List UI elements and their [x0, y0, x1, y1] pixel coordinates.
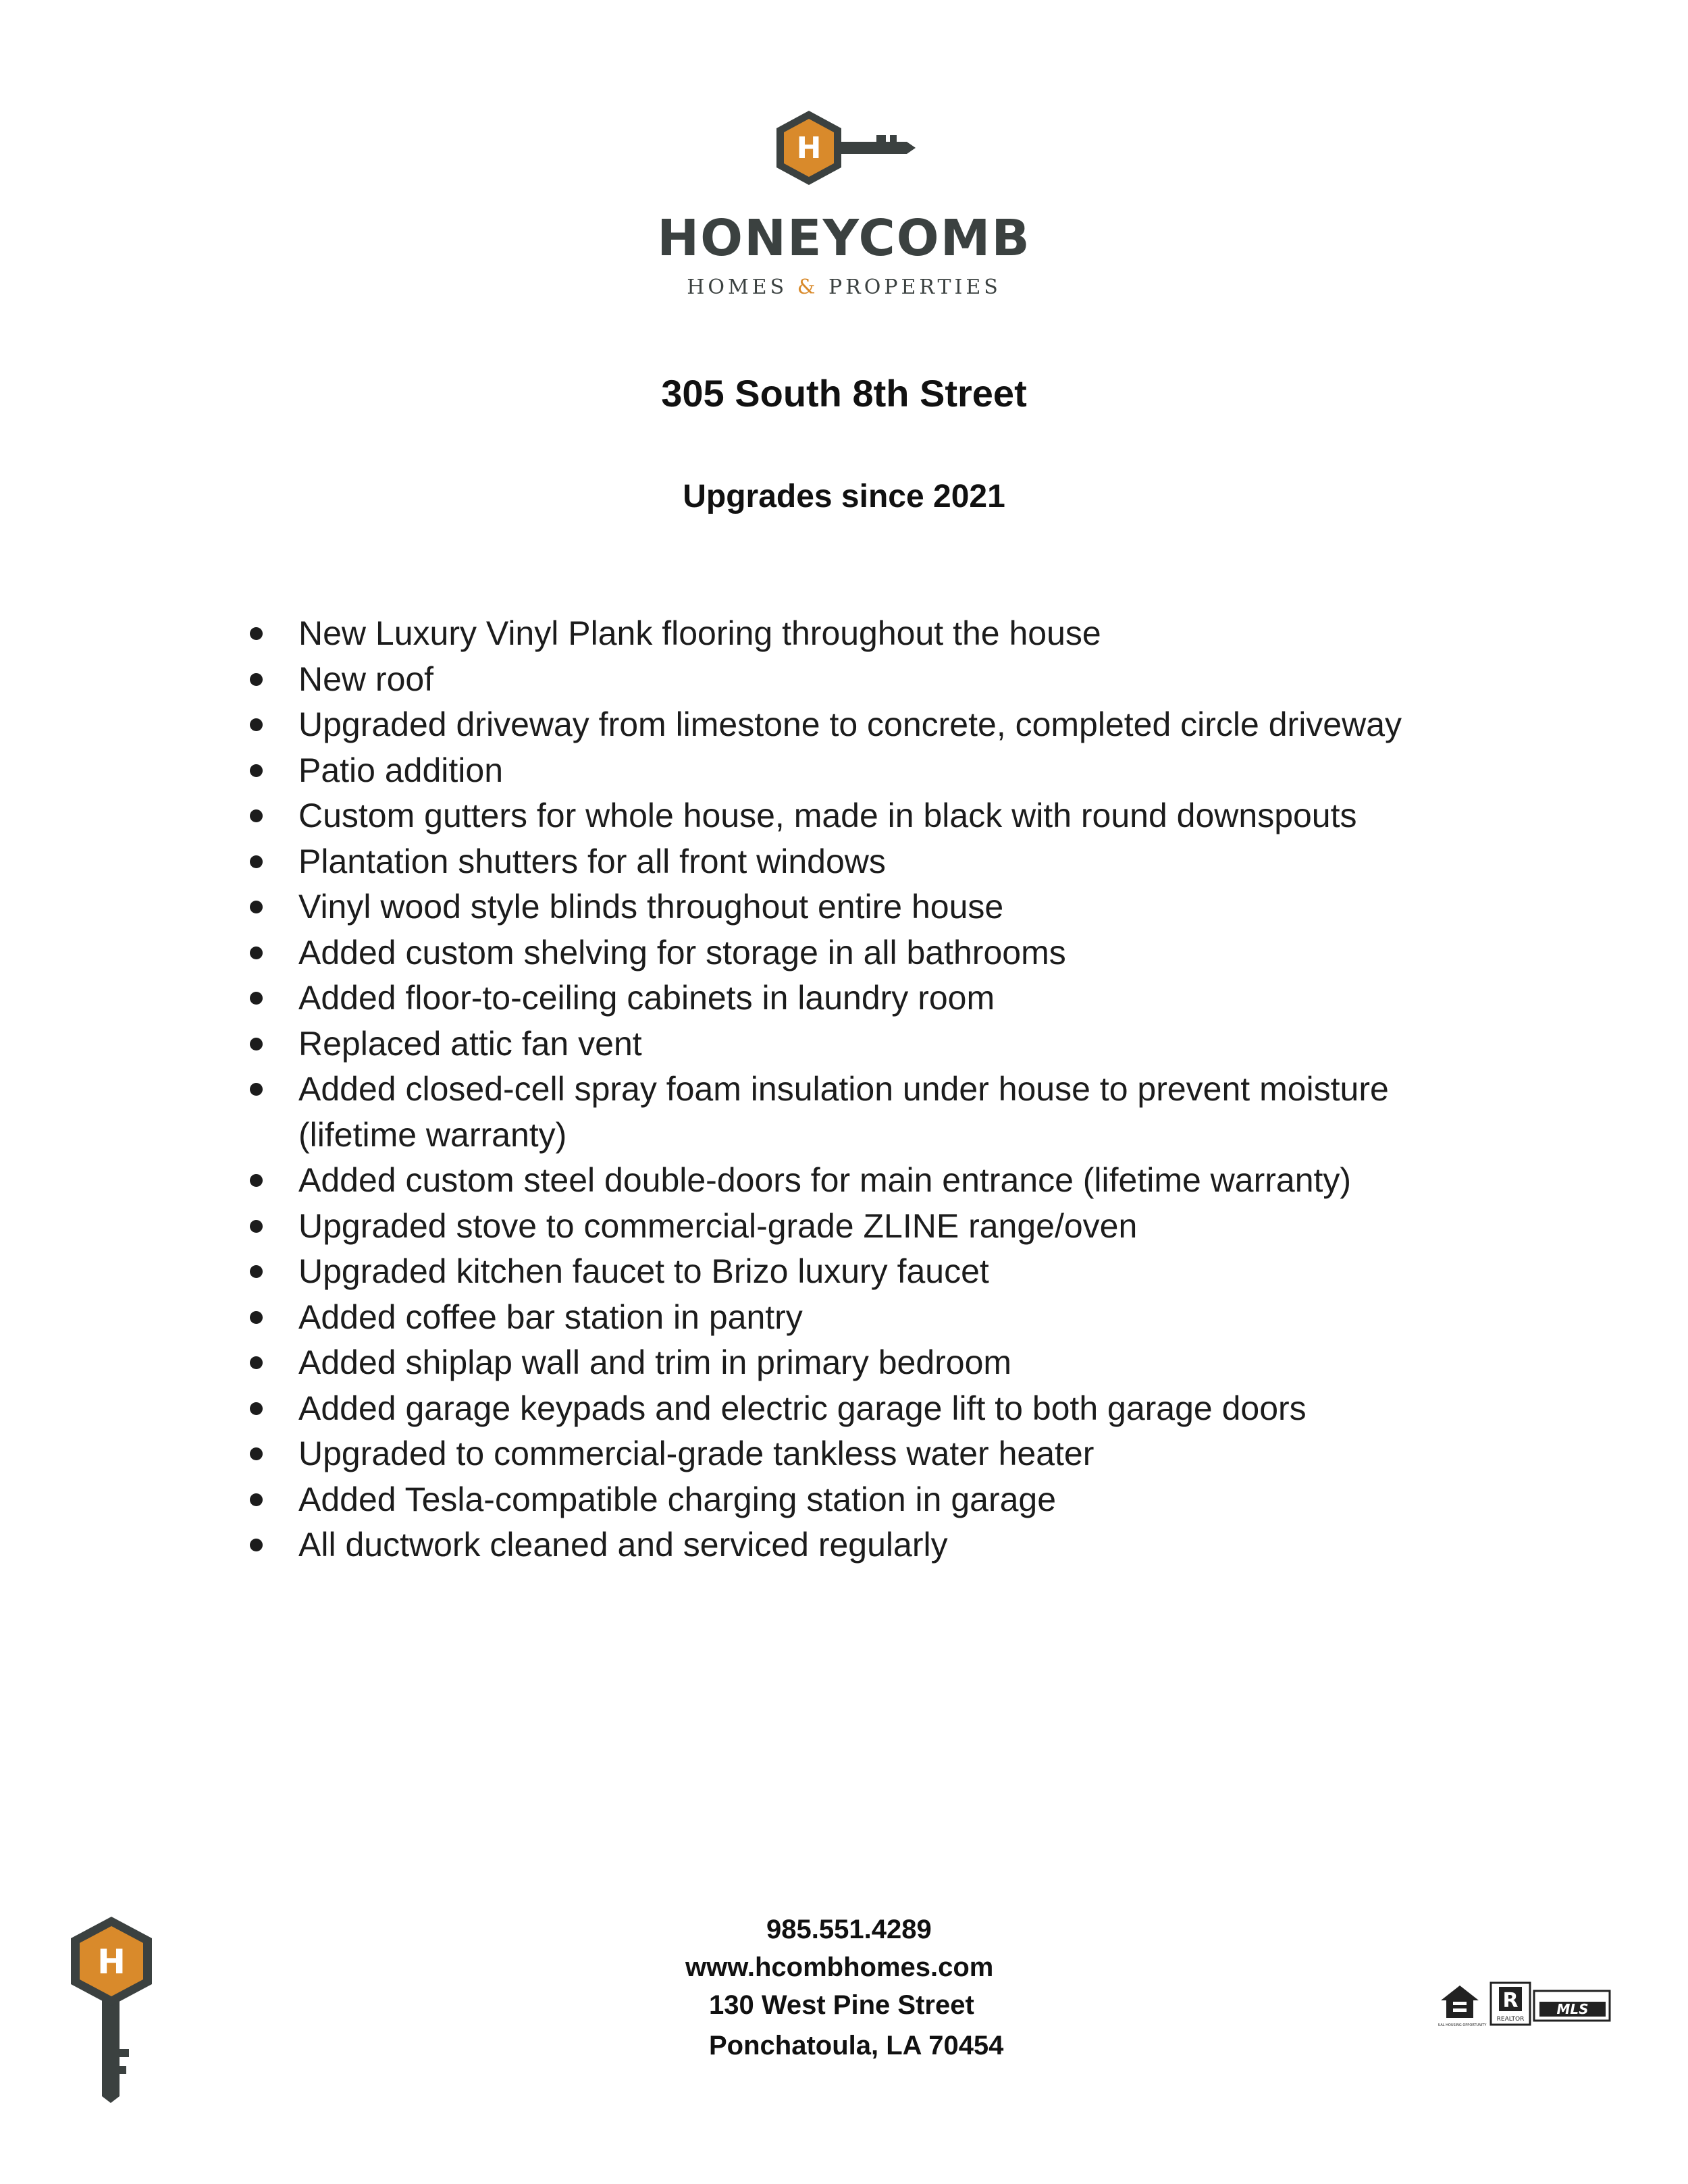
list-item	[250, 702, 1506, 748]
bullet-icon	[250, 627, 263, 640]
list-item-text: Upgraded driveway from limestone to concrete, completed circle driveway	[298, 705, 1402, 743]
list-item-text: Added Tesla-compatible charging station in garage	[298, 1480, 1057, 1518]
list-item-text: Vinyl wood style blinds throughout entire house	[298, 888, 1004, 926]
list-item	[250, 1522, 1506, 1568]
bullet-icon	[250, 718, 263, 731]
list-item	[250, 884, 1506, 930]
bullet-icon	[250, 1174, 263, 1187]
bullet-icon	[250, 1447, 263, 1460]
bullet-icon	[250, 1311, 263, 1324]
list-item	[250, 930, 1506, 976]
bullet-icon	[250, 1402, 263, 1415]
page-subtitle: Upgrades since 2021	[683, 479, 1005, 514]
list-item	[250, 1067, 1506, 1158]
bullet-icon	[250, 1493, 263, 1506]
list-item	[250, 1340, 1506, 1386]
list-item-text: Added closed-cell spray foam insulation under house to prevent moisture (lifetime warranty)	[298, 1070, 1389, 1154]
list-item-text: All ductwork cleaned and serviced regularly	[298, 1526, 948, 1564]
list-item	[250, 1021, 1506, 1067]
header-logo	[0, 108, 1688, 311]
brand-sub-amp: &	[797, 275, 819, 299]
list-item-text: Upgraded to commercial-grade tankless water heater	[298, 1435, 1094, 1472]
bullet-icon	[250, 1038, 263, 1050]
list-item	[250, 611, 1506, 657]
bullet-icon	[250, 1265, 263, 1278]
upgrades-list	[250, 611, 1506, 1568]
list-item-text: New Luxury Vinyl Plank flooring throughout the house	[298, 614, 1101, 652]
logo-letter: H	[796, 131, 822, 165]
list-item-text: Upgraded kitchen faucet to Brizo luxury faucet	[298, 1252, 989, 1290]
footer-logo-letter: H	[97, 1942, 126, 1981]
realtor-icon	[1491, 1983, 1530, 2025]
contact-phone[interactable]: 985.551.4289	[766, 1915, 932, 1944]
list-item	[250, 1431, 1506, 1477]
list-item	[250, 1249, 1506, 1295]
badges-svg	[1438, 1981, 1614, 2029]
compliance-badges	[1438, 1981, 1614, 2029]
list-item-text: Custom gutters for whole house, made in black with round downspouts	[298, 797, 1357, 834]
list-item	[250, 839, 1506, 885]
bullet-icon	[250, 1083, 263, 1096]
mls-caption: MLS	[1556, 2001, 1589, 2017]
bullet-icon	[250, 1356, 263, 1369]
contact-website[interactable]: www.hcombhomes.com	[685, 1952, 994, 1982]
list-item-text: Added custom shelving for storage in all bathrooms	[298, 933, 1066, 971]
bullet-icon	[250, 947, 263, 959]
list-item	[250, 1158, 1506, 1204]
list-item	[250, 793, 1506, 839]
list-item-text: Replaced attic fan vent	[298, 1024, 642, 1063]
mls-icon	[1534, 1991, 1610, 2021]
brand-name: HONEYCOMB	[657, 209, 1031, 267]
list-item-text: Added floor-to-ceiling cabinets in laundry room	[298, 979, 995, 1017]
list-item	[250, 1386, 1506, 1432]
eho-caption: EQUAL HOUSING OPPORTUNITY	[1438, 2023, 1487, 2027]
list-item-text: Added coffee bar station in pantry	[298, 1298, 803, 1336]
bullet-icon	[250, 764, 263, 777]
brand-subtitle	[0, 275, 1688, 299]
list-item-text: Added garage keypads and electric garage lift to both garage doors	[298, 1389, 1307, 1427]
hexagon-key-icon	[768, 108, 917, 196]
footer-key-logo	[64, 1914, 159, 2103]
list-item-text: Added custom steel double-doors for main entrance (lifetime warranty)	[298, 1161, 1352, 1199]
svg-text:R: R	[1502, 1989, 1519, 2013]
hexagon-key-icon	[64, 1914, 159, 2103]
bullet-icon	[250, 1220, 263, 1233]
contact-street: 130 West Pine Street	[709, 1990, 974, 2020]
list-item	[250, 657, 1506, 703]
list-item	[250, 1295, 1506, 1341]
contact-city: Ponchatoula, LA 70454	[709, 2031, 1004, 2060]
bullet-icon	[250, 673, 263, 686]
bullet-icon	[250, 855, 263, 868]
list-item	[250, 1204, 1506, 1250]
list-item-text: Patio addition	[298, 751, 504, 789]
equal-housing-icon	[1438, 1986, 1487, 2027]
list-item-text: Plantation shutters for all front windows	[298, 842, 886, 880]
list-item	[250, 976, 1506, 1021]
realtor-caption: REALTOR	[1496, 2016, 1525, 2023]
list-item	[250, 1477, 1506, 1523]
brand-sub-homes: HOMES	[687, 275, 788, 299]
list-item-text: Upgraded stove to commercial-grade ZLINE range/oven	[298, 1206, 1138, 1245]
brand-sub-properties: PROPERTIES	[828, 275, 1001, 299]
bullet-icon	[250, 809, 263, 822]
bullet-icon	[250, 1539, 263, 1551]
list-item-text: New roof	[298, 660, 434, 698]
bullet-icon	[250, 992, 263, 1005]
list-item	[250, 748, 1506, 794]
bullet-icon	[250, 901, 263, 913]
page-title: 305 South 8th Street	[661, 372, 1027, 415]
list-item-text: Added shiplap wall and trim in primary bedroom	[298, 1343, 1012, 1381]
